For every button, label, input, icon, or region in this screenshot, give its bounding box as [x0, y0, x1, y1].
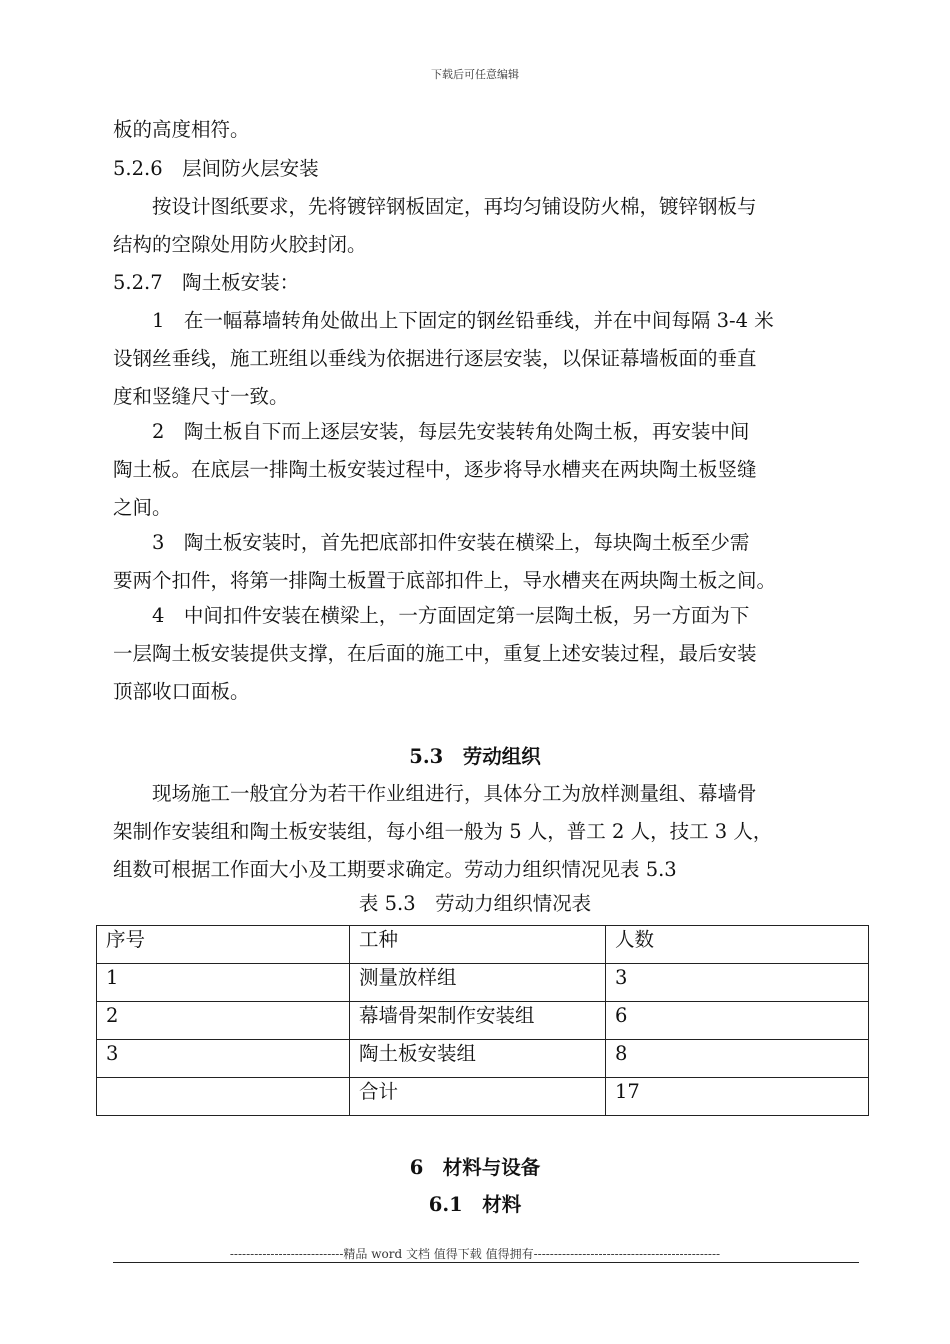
section-heading: 5.3 劳动组织 [409, 745, 541, 768]
page-footer: ----------------------------精品 word 文档 值得下载 值得拥有---------------------------------------------- [229, 1247, 721, 1261]
footer-divider [113, 1262, 859, 1263]
body-line: 2 陶土板自下而上逐层安装，每层先安装转角处陶土板，再安装中间 [113, 420, 750, 443]
body-line: 板的高度相符。 [113, 118, 250, 141]
table-cell: 测量放样组 [350, 964, 606, 1002]
subsection-heading: 5.2.6 层间防火层安装 [113, 157, 319, 180]
table-cell: 2 [97, 1002, 350, 1040]
table-cell: 8 [606, 1040, 869, 1078]
table-header-cell: 序号 [97, 926, 350, 964]
body-line: 陶土板。在底层一排陶土板安装过程中，逐步将导水槽夹在两块陶土板竖缝 [113, 458, 757, 481]
table-cell: 合计 [350, 1078, 606, 1116]
table-cell: 陶土板安装组 [350, 1040, 606, 1078]
table-cell: 幕墙骨架制作安装组 [350, 1002, 606, 1040]
body-line: 结构的空隙处用防火胶封闭。 [113, 233, 367, 256]
body-line: 现场施工一般宜分为若干作业组进行，具体分工为放样测量组、幕墙骨 [113, 782, 757, 805]
body-line: 1 在一幅幕墙转角处做出上下固定的钢丝铅垂线，并在中间每隔 3-4 米 [113, 309, 774, 332]
body-line: 4 中间扣件安装在横梁上，一方面固定第一层陶土板，另一方面为下 [113, 604, 750, 627]
table-cell: 3 [606, 964, 869, 1002]
table-cell: 3 [97, 1040, 350, 1078]
body-line: 架制作安装组和陶土板安装组，每小组一般为 5 人，普工 2 人，技工 3 人， [113, 820, 773, 843]
body-line: 顶部收口面板。 [113, 680, 250, 703]
labor-table [96, 925, 869, 1116]
table-cell: 6 [606, 1002, 869, 1040]
table-row [97, 1002, 869, 1040]
table-total-row [97, 1078, 869, 1116]
table-cell [97, 1078, 350, 1116]
table-cell: 1 [97, 964, 350, 1002]
page-header: 下载后可任意编辑 [431, 68, 519, 81]
table-cell: 17 [606, 1078, 869, 1116]
body-line: 组数可根据工作面大小及工期要求确定。劳动力组织情况见表 5.3 [113, 858, 677, 881]
subsection-heading: 5.2.7 陶土板安装： [113, 271, 300, 294]
table-row [97, 1040, 869, 1078]
table-header-cell: 工种 [350, 926, 606, 964]
section-heading: 6 材料与设备 [409, 1156, 541, 1179]
table-header-cell: 人数 [606, 926, 869, 964]
table-row [97, 964, 869, 1002]
subsection-heading: 6.1 材料 [428, 1193, 522, 1216]
body-line: 设钢丝垂线，施工班组以垂线为依据进行逐层安装，以保证幕墙板面的垂直 [113, 347, 757, 370]
body-line: 一层陶土板安装提供支撑，在后面的施工中，重复上述安装过程，最后安装 [113, 642, 757, 665]
body-line: 3 陶土板安装时，首先把底部扣件安装在横梁上，每块陶土板至少需 [113, 531, 750, 554]
body-line: 要两个扣件，将第一排陶土板置于底部扣件上，导水槽夹在两块陶土板之间。 [113, 569, 777, 592]
table-header-row [97, 926, 869, 964]
body-line: 度和竖缝尺寸一致。 [113, 385, 289, 408]
body-line: 之间。 [113, 496, 172, 519]
body-line: 按设计图纸要求，先将镀锌钢板固定，再均匀铺设防火棉，镀锌钢板与 [113, 195, 757, 218]
table-caption: 表 5.3 劳动力组织情况表 [358, 892, 592, 915]
